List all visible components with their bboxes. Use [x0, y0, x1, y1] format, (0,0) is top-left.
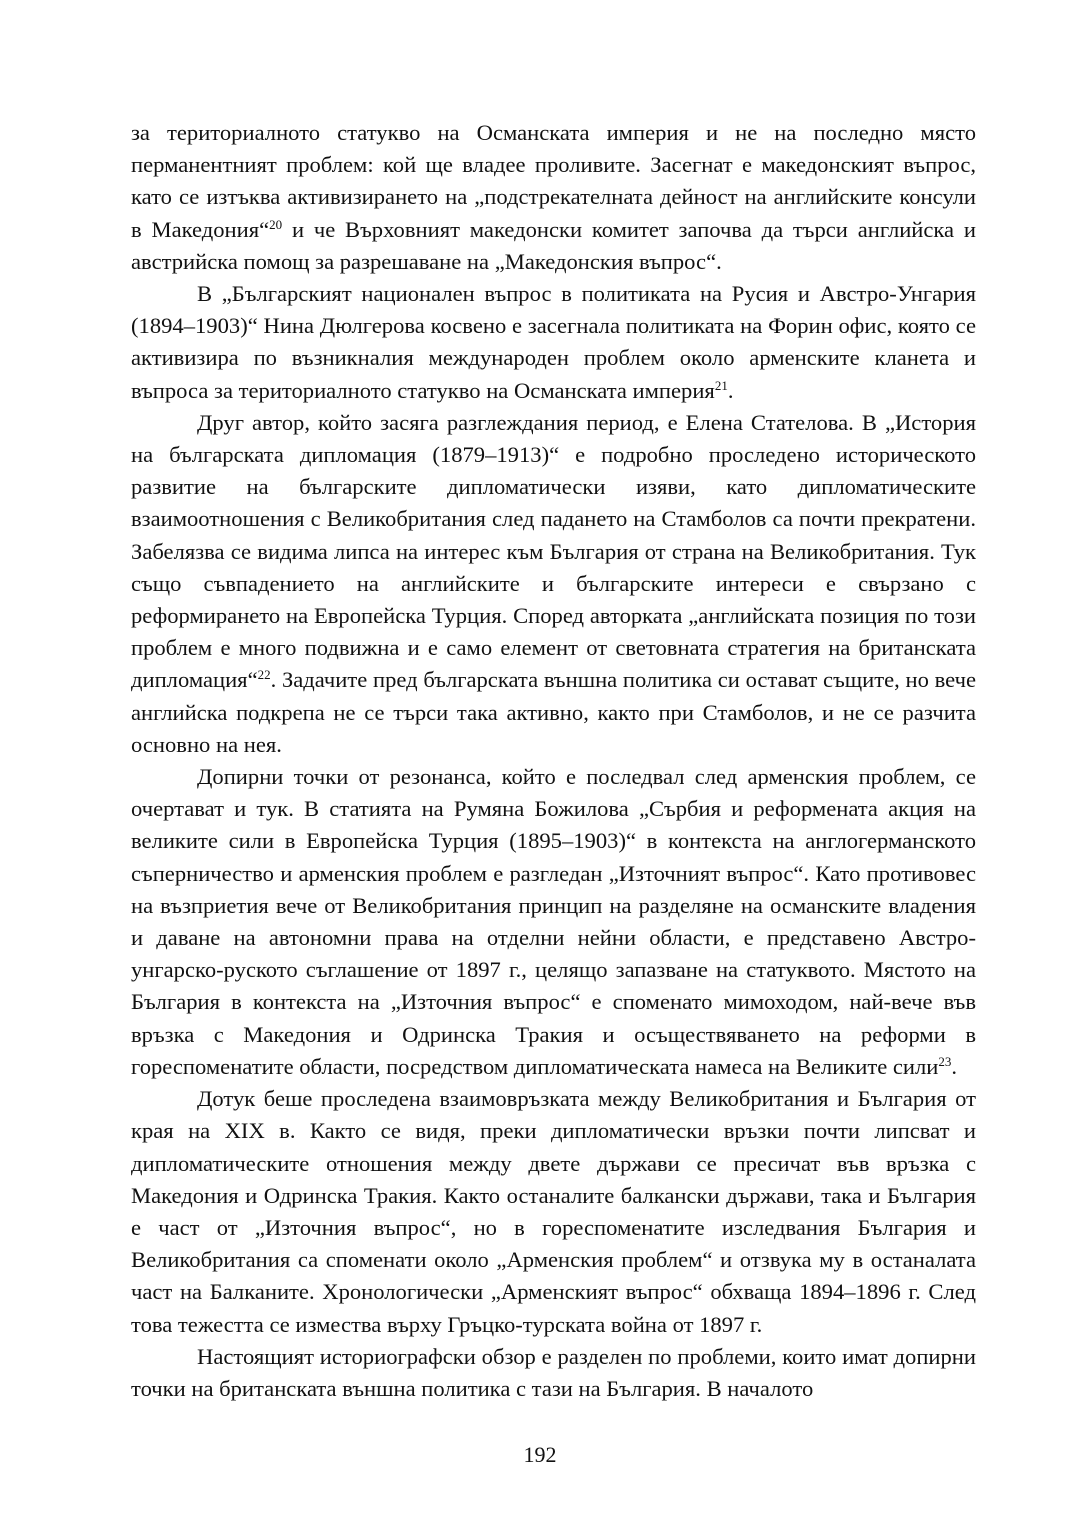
- page-body: [131, 117, 976, 1405]
- page-number: 192: [523, 1442, 557, 1467]
- footnote-ref-21: 21: [714, 377, 728, 393]
- text-run: .: [951, 1053, 958, 1079]
- paragraph-1: [131, 117, 976, 278]
- text-run: Дотук беше проследена взаимовръзката между Великобритания и България от края на XIX в. Както се видя, преки дипломатически връзки почти липсват и дипломатическите отношения между двете държави се пресичат във връзка с Македония и Одринска Тракия. Както останалите балкански държави, така и България е част от „Източния въпрос“, но в гореспоменатите изследвания България и Великобритания са споменати около „Арменския проблем“ и отзвука му в останалата част на Балканите. Хронологически „Арменският въпрос“ обхваща 1894–1896 г. След това тежестта се измества върху Гръцко-турската война от 1897 г.: [131, 1086, 976, 1337]
- text-run: . Задачите пред българската външна политика си остават същите, но вече английска подкрепа не се търси така активно, както при Стамболов, и не се разчита основно на нея.: [131, 667, 976, 757]
- footnote-ref-22: 22: [257, 667, 271, 683]
- paragraph-5: [131, 1083, 976, 1341]
- footnote-ref-23: 23: [938, 1053, 952, 1069]
- paragraph-4: [131, 761, 976, 1083]
- footnote-ref-20: 20: [269, 216, 283, 232]
- text-run: Друг автор, който засяга разглеждания период, е Елена Стателова. В „История на българската дипломация (1879–1913)“ е подробно проследено историческото развитие на българските дипломатически изяви, като дипломатическите взаимоотношения с Великобритания след падането на Стамболов са почти прекратени. Забелязва се видима липса на интерес към България от страна на Великобритания. Тук също съвпадението на английските и българските интереси е свързано с реформирането на Европейска Турция. Според авторката „английската позиция по този проблем е много подвижна и е само елемент от световната стратегия на британската дипломация“: [131, 409, 976, 693]
- paragraph-3: [131, 407, 976, 761]
- text-run: и че Върховният македонски комитет започва да търси английска и австрийска помощ за разрешаване на „Македонския въпрос“.: [131, 216, 976, 274]
- paragraph-2: [131, 278, 976, 407]
- text-run: за териториалното статукво на Османската империя и не на последно място перманентният проблем: кой ще владее проливите. Засегнат е македонският въпрос, като се изтъква активизирането на „подстрекателната дейност на английските консули в Македония“: [131, 120, 976, 242]
- text-run: Допирни точки от резонанса, който е последвал след арменския проблем, се очертават и тук. В статията на Румяна Божилова „Сърбия и реформената акция на великите сили в Европейска Турция (1895–1903)“ в контекста на англогерманското съперничество и арменския проблем е разгледан „Източният въпрос“. Като противовес на възприетия вече от Великобритания принцип на разделяне на османските владения и даване на автономни права на отделни нейни области, е представено Австро-унгарско-руското съглашение от 1897 г., целящо запазване на статуквото. Мястото на България в контекста на „Източния въпрос“ е споменато мимоходом, най-вече във връзка с Македония и Одринска Тракия и осъществяването на реформи в гореспоменатите области, посредством дипломатическата намеса на Великите сили: [131, 764, 976, 1079]
- text-run: Настоящият историографски обзор е разделен по проблеми, които имат допирни точки на британската външна политика с тази на България. В началото: [131, 1343, 976, 1401]
- paragraph-6: [131, 1341, 976, 1405]
- text-run: В „Българският национален въпрос в политиката на Русия и Австро-Унгария (1894–1903)“ Нина Дюлгерова косвено е засегнала политиката на Форин офис, която се активизира по възникналия международен проблем около арменските кланета и въпроса за териториалното статукво на Османската империя: [131, 281, 976, 403]
- text-run: .: [727, 377, 734, 403]
